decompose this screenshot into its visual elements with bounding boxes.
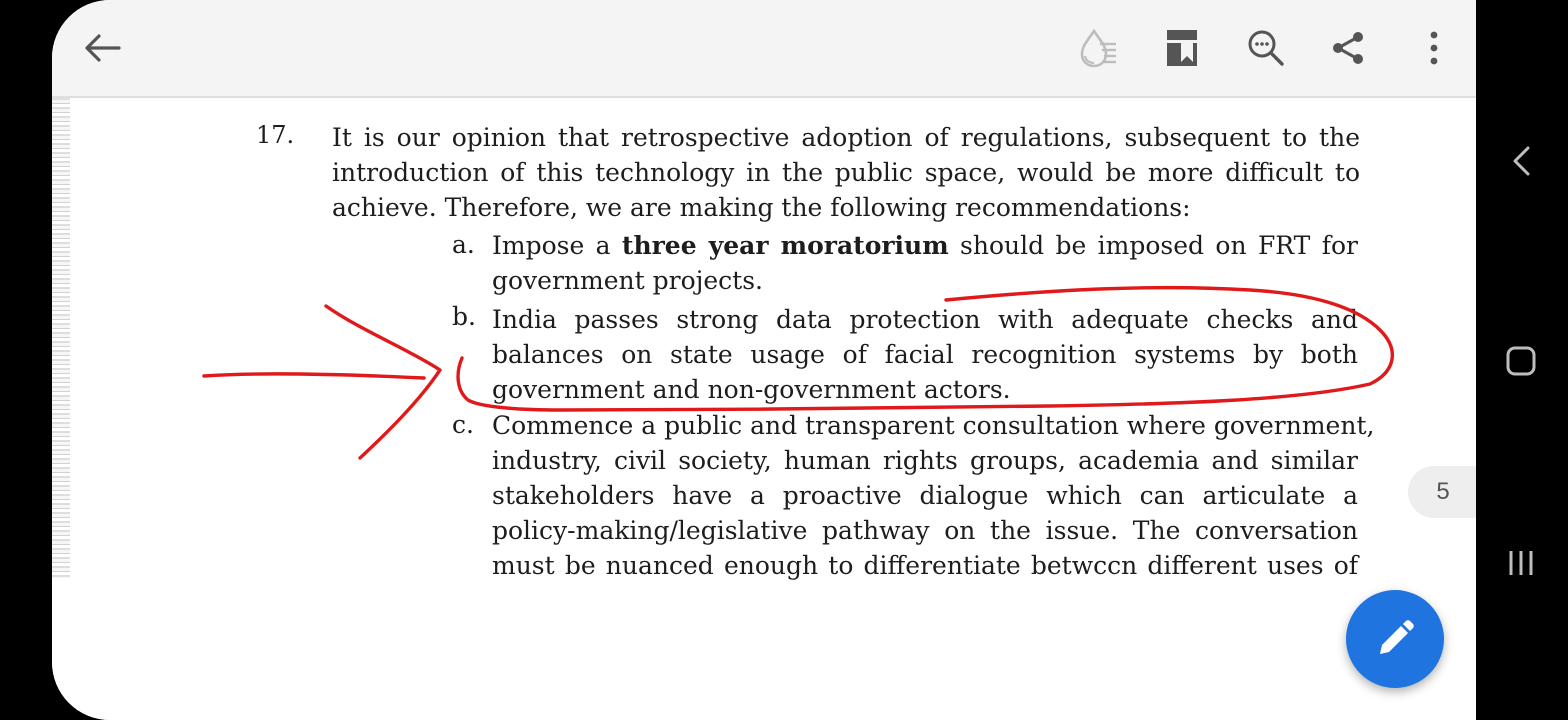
bold-emphasis: three year moratorium (621, 231, 949, 260)
item-b-text (492, 302, 1358, 407)
back-arrow-icon[interactable] (78, 24, 126, 72)
bookmark-icon[interactable] (1158, 24, 1206, 72)
item-line: stakeholders have a proactive dialogue which can articulate a (492, 481, 1358, 510)
item-line: government projects. (492, 266, 763, 295)
paragraph-line: achieve. Therefore, we are making the following recommendations: (332, 193, 1191, 222)
paragraph-number: 17. (256, 121, 295, 149)
item-line: Commence a public and transparent consultation where government, (492, 411, 1375, 440)
item-line: India passes strong data protection with adequate checks and (492, 305, 1358, 334)
paragraph-line: It is our opinion that retrospective adoption of regulations, subsequent to the (332, 123, 1360, 152)
item-b-letter: b. (452, 302, 476, 331)
more-options-icon[interactable] (1410, 24, 1458, 72)
edit-button[interactable] (1346, 590, 1444, 688)
item-c-letter: c. (452, 410, 474, 439)
item-line: balances on state usage of facial recognition systems by both (492, 340, 1358, 369)
item-line: Impose a three year moratorium should be imposed on FRT for (492, 231, 1358, 260)
pdf-viewer-app (52, 0, 1476, 720)
top-toolbar (52, 0, 1476, 98)
document-page[interactable] (52, 98, 1476, 720)
page-number-badge: 5 (1408, 466, 1478, 518)
paragraph-line: introduction of this technology in the public space, would be more difficult to (332, 158, 1360, 187)
system-nav-bar (1476, 0, 1568, 720)
item-line: industry, civil society, human rights groups, academia and similar (492, 446, 1358, 475)
item-line: policy-making/legislative pathway on the issue. The conversation (492, 516, 1358, 545)
pencil-icon (1374, 618, 1416, 660)
scan-margin-noise (52, 98, 70, 578)
paragraph-17-text (332, 120, 1360, 225)
item-line: government and non-government actors. (492, 375, 1011, 404)
nav-recents-icon[interactable] (1496, 538, 1546, 588)
item-a-letter: a. (452, 230, 475, 259)
ink-saver-icon[interactable] (1074, 24, 1122, 72)
item-a-text (492, 228, 1358, 298)
nav-back-icon[interactable] (1496, 136, 1546, 186)
nav-home-icon[interactable] (1496, 336, 1546, 386)
share-icon[interactable] (1324, 24, 1372, 72)
search-icon[interactable] (1242, 24, 1290, 72)
item-line: must be nuanced enough to differentiate betwccn different uses of (492, 551, 1358, 580)
item-c-text (492, 408, 1375, 583)
